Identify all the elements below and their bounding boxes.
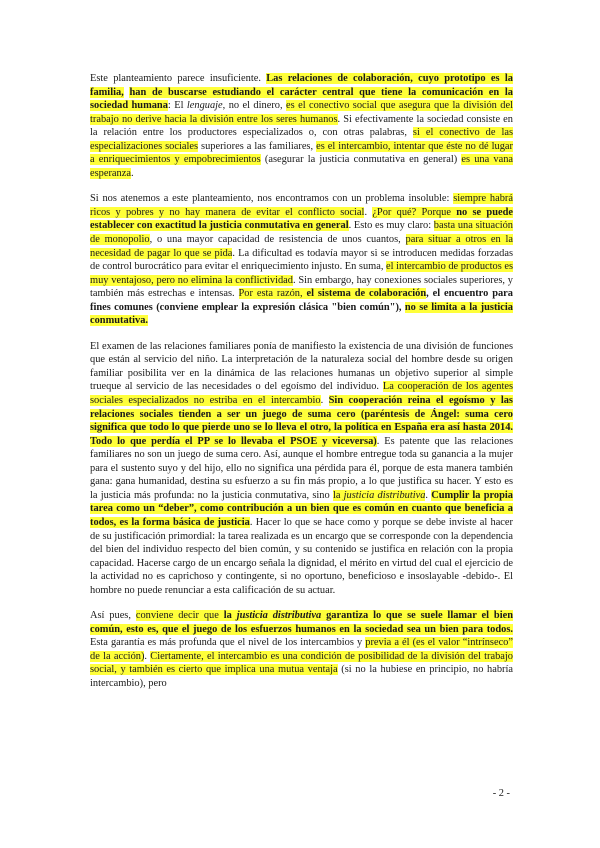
text-run: . La dificultad es todavía mayor si se introducen medidas forzadas de control burocrático para evitar el enriquecimiento injusto. En suma, (90, 247, 513, 273)
paragraph-1 (90, 72, 513, 180)
highlighted-text: la (223, 610, 237, 622)
highlighted-text: es el intercambio, intentar que éste no dé lugar a enriquecimientos y empobrecimientos (90, 140, 513, 166)
text-run: . (130, 167, 134, 179)
highlighted-text: es el conectivo social que asegura que la división del trabajo no derive hacia la división entre los seres humanos (90, 100, 513, 125)
highlighted-text: es una vana esperanza (90, 154, 514, 179)
highlighted-text: la (332, 489, 344, 501)
text-run: Esta garantía es más profunda que el nivel de los intercambios y (90, 637, 366, 649)
text-run: (asegurar la justicia conmutativa en general) (260, 154, 462, 166)
text-run: lenguaje (186, 100, 223, 112)
highlighted-text: el sistema de colaboración (306, 288, 427, 300)
text-run: , el encuentro para fines comunes (conviene emplear la expresión clásica "bien común"), (90, 288, 513, 313)
text-run: . Esto es muy claro: (348, 220, 434, 232)
highlighted-text: previa a él (es el valor “intrínseco” de la acción) (90, 637, 513, 662)
text-run: El examen de las relaciones familiares ponía de manifiesto la existencia de una división de funciones que están al servicio del niño. La interpretación de la naturaleza social del hombre desde su origen familiar posibilita ver en la dinámica de las relaciones humanas un objetivo superior al simple trueque al servicio de las necesidades o del egoísmo del individuo. (90, 340, 513, 393)
text-run: . (425, 489, 432, 501)
text-run: Este planteamiento parece insuficiente. (90, 73, 267, 84)
highlighted-text: no se limita a la justicia conmutativa. (90, 301, 513, 327)
highlighted-text: Sin cooperación reina el egoísmo y las relaciones sociales tienden a ser un juego de suma cero (paréntesis de Ángel: suma cero significa que todo lo que pierde uno se lo lleva el otro, la política en España era así hasta 2014. Todo lo que perdía el PP se lo llevaba el PSOE y viceversa) (90, 395, 513, 447)
text-run: , no el dinero, (222, 100, 286, 112)
highlighted-text: justicia distributiva (343, 489, 426, 501)
highlighted-text: han de buscarse estudiando el carácter central que tiene la comunicación en la sociedad humana (90, 86, 513, 112)
text-run: , o una mayor capacidad de resistencia de unos cuantos, (149, 234, 406, 246)
highlighted-text: si el conectivo de las especializaciones sociales (90, 127, 514, 152)
text-run: Así pues, (90, 610, 136, 622)
highlighted-text: Ciertamente, (150, 650, 207, 662)
text-run: : El (167, 100, 187, 112)
text-run: . (364, 206, 373, 218)
highlighted-text: Las relaciones de colaboración, cuyo prototipo es la familia, (90, 73, 514, 98)
page-number: - 2 - (492, 788, 510, 799)
text-run: . Hacer lo que se hace como y porque se debe inviste al hacer de su justificación primordial: la tarea realizada es un encargo que se corresponde con la dependencia del bien del individuo respecto del bien común, y su contenido se justifica en relación con la propia capacidad. Hacerse cargo de un encargo señala la dignidad, el mérito en virtud del cual el ejercicio de la actividad no es caprichoso y contingente, si no oportuno, beneficioso e insoslayable -debido-. El hombre no puede renunciar a esta calificación de su actuar. (90, 516, 513, 596)
highlighted-text: basta una situación de monopolio (90, 220, 514, 246)
paragraph-2 (90, 192, 513, 327)
highlighted-text: justicia distributiva (236, 610, 322, 622)
text-run: . (320, 395, 329, 407)
highlighted-text: para situar a otros en la necesidad de pagar lo que se pida (90, 234, 513, 259)
highlighted-text: garantiza lo que se suele llamar el bien común, esto es, que el juego de los esfuerzos humanos en la sociedad sea un bien para todos. (90, 610, 513, 635)
highlighted-text: conviene decir que (135, 610, 224, 622)
text-run: . Si efectivamente la sociedad consiste en la relación entre los productores especializados o, con otras palabras, (90, 113, 513, 139)
highlighted-text: ¿Por qué? Porque (372, 206, 457, 218)
text-run: . Sin embargo, hay conexiones sociales superiores, y también más estrechas e intensas. (90, 274, 513, 300)
highlighted-text: La cooperación de los agentes sociales especializados no estriba en el intercambio (90, 381, 513, 407)
highlighted-text: no se puede establecer con exactitud la justicia conmutativa en general (90, 206, 513, 232)
paragraph-3 (90, 340, 513, 597)
highlighted-text: siempre habrá ricos y pobres y no hay manera de evitar el conflicto social (90, 193, 513, 218)
paragraph-4 (90, 609, 513, 690)
text-run: (si no la hubiese en principio, no habría intercambio), pero (90, 664, 513, 689)
text-run: . Es patente que las relaciones familiares no son un juego de suma cero. Así, aunque el hombre entregue toda su ganancia a la mujer para el sustento suyo y del hijo, ello no significa una pérdida para él, porque de esta manera también gana: gana humanidad, destina su esfuerzo a su fin más propio, a lo que justifica su hacer. Y esto es la justicia más profunda: no la justicia conmutativa, sino (90, 435, 514, 501)
highlighted-text: Por esta razón, (238, 288, 307, 300)
highlighted-text: el intercambio de productos es muy ventajoso, pero no elimina la conflictividad (90, 261, 514, 286)
text-run: . (144, 650, 151, 662)
highlighted-text: Cumplir la propia tarea como un “deber”, como contribución a un bien que es común en cuanto que beneficia a todos, es la forma básica de justicia (90, 489, 513, 528)
text-run: Si nos atenemos a este planteamiento, nos encontramos con un problema insoluble: (90, 193, 454, 205)
highlighted-text: el intercambio es una condición de posibilidad de la división del trabajo social, y también es cierto que implica una mutua ventaja (90, 650, 513, 676)
text-run: superiores a las familiares, (198, 140, 317, 152)
